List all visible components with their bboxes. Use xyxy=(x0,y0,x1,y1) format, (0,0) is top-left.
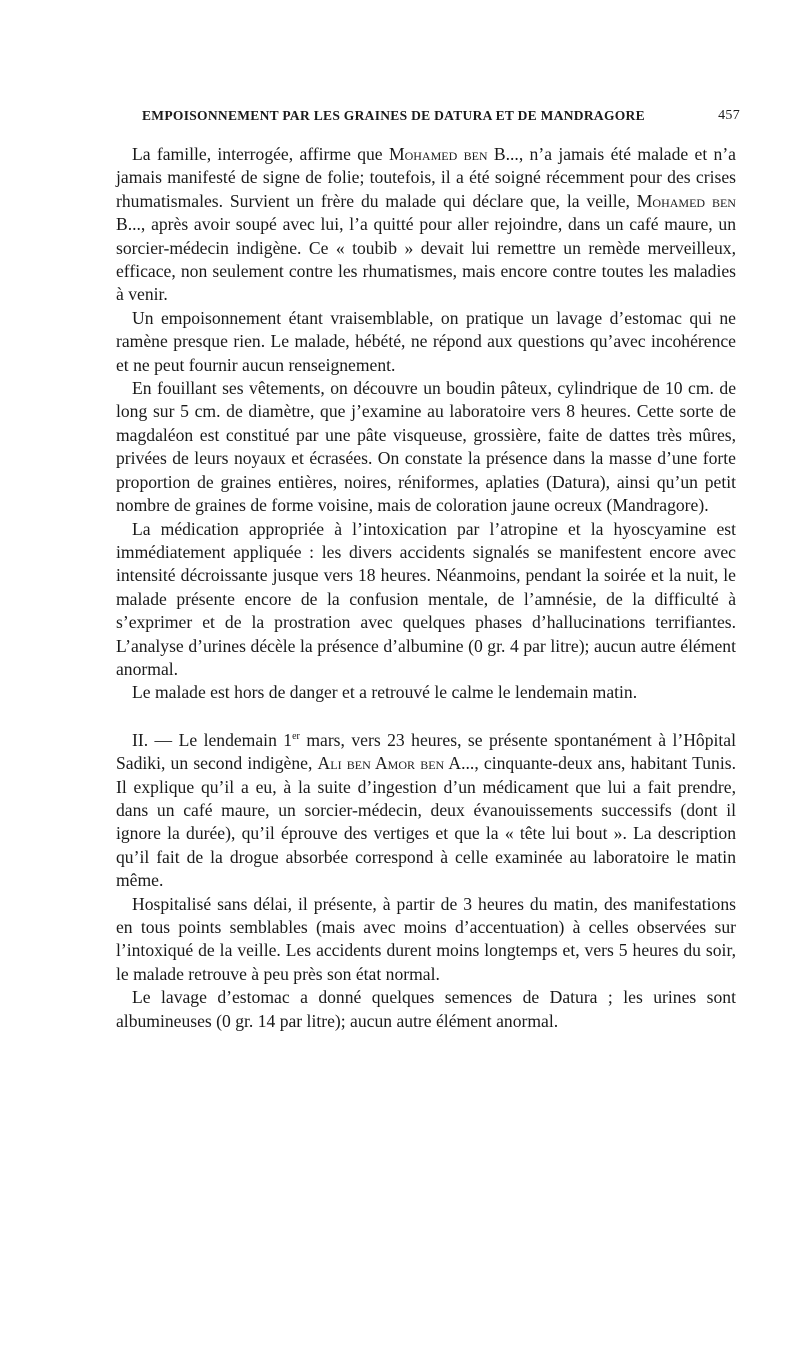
running-title: EMPOISONNEMENT PAR LES GRAINES DE DATURA ET DE MANDRAGORE xyxy=(142,108,645,123)
paragraph-medication: La médication appropriée à l’intoxication par l’atropine et la hyoscyamine est immédiatement appliquée : les divers accidents signalés se manifestent encore avec intensité décroissante jusque vers 18 heures. Néanmoins, pendant la soirée et la nuit, le malade présente encore de la confusion mentale, de l’amnésie, de la difficulté à s’exprimer et de la prostration avec quelques phases d’hallucinations terrifiantes. L’analyse d’urines décèle la présence d’albumine (0 gr. 4 par litre); aucun autre élément anormal. xyxy=(116,518,736,679)
text-run: B..., après avoir soupé avec lui, l’a quitté pour aller rejoindre, dans un café maure, un sorcier-médecin indigène. Ce « toubib » devait lui remettre un remède merveilleux, efficace, non seulement contre les rhumatismes, mais encore contre toutes les maladies à venir. xyxy=(116,214,736,305)
page-body xyxy=(116,143,736,1033)
text-run: mars, vers 23 heures, se présente spontanément à l’Hôpital Sadiki, un second indigène, xyxy=(116,729,736,774)
paragraph-family-statement xyxy=(116,143,736,307)
ordinal-superscript: er xyxy=(292,730,300,742)
text-run: II. — Le lendemain 1 xyxy=(132,729,293,750)
text-run: B..., n’a jamais été malade et n’a jamais manifesté de signe de folie; toutefois, il a été soigné récemment pour des crises rhumatismales. Survient un frère du malade qui déclare que, la veille, xyxy=(116,144,736,211)
paragraph-case-two xyxy=(116,729,736,893)
patient-name: Mohamed ben xyxy=(636,190,736,211)
paragraph-recovery: Le malade est hors de danger et a retrouvé le calme le lendemain matin. xyxy=(132,682,638,703)
page-number: 457 xyxy=(718,108,740,123)
paragraph-magdaleon: En fouillant ses vêtements, on découvre un boudin pâteux, cylindrique de 10 cm. de long sur 5 cm. de diamètre, que j’examine au laboratoire vers 8 heures. Cette sorte de magdaléon est constitué par une pâte visqueuse, grossière, faite de dattes très mûres, privées de leurs noyaux et écrasées. On constate la présence dans la masse d’une forte proportion de graines entières, noires, réniformes, aplaties (Datura), ainsi qu’un petit nombre de graines de forme voisine, mais de coloration jaune ocreux (Mandragore). xyxy=(116,378,736,516)
text-run: A..., cinquante-deux ans, habitant Tunis. Il explique qu’il a eu, à la suite d’ingestion d’un médicament que lui a fait prendre, dans un café maure, un sorcier-médecin, deux évanouissements successifs (dont il ignore la durée), qu’il éprouve des vertiges et que la « tête lui bout ». La description qu’il fait de la drogue absorbée correspond à celle examinée au laboratoire le matin même. xyxy=(116,753,736,891)
running-header xyxy=(142,108,740,124)
paragraph-urine-analysis: Le lavage d’estomac a donné quelques semences de Datura ; les urines sont albumineuses (0 gr. 14 par litre); aucun autre élément anormal. xyxy=(116,987,736,1031)
paragraph-hospitalisation: Hospitalisé sans délai, il présente, à partir de 3 heures du matin, des manifestations en tous points semblables (mais avec moins d’accentuation) à celles observées sur l’intoxiqué de la veille. Les accidents durent moins longtemps et, vers 5 heures du soir, le malade retrouve à peu près son état normal. xyxy=(116,893,736,984)
text-run: La famille, interrogée, affirme que xyxy=(132,144,389,164)
paragraph-gastric-lavage: Un empoisonnement étant vraisemblable, on pratique un lavage d’estomac qui ne ramène presque rien. Le malade, hébété, ne répond aux questions qu’avec incohérence et ne peut fournir aucun renseignement. xyxy=(116,307,736,375)
patient-name: Ali ben Amor ben xyxy=(317,753,445,774)
patient-name: Mohamed ben xyxy=(388,144,488,164)
